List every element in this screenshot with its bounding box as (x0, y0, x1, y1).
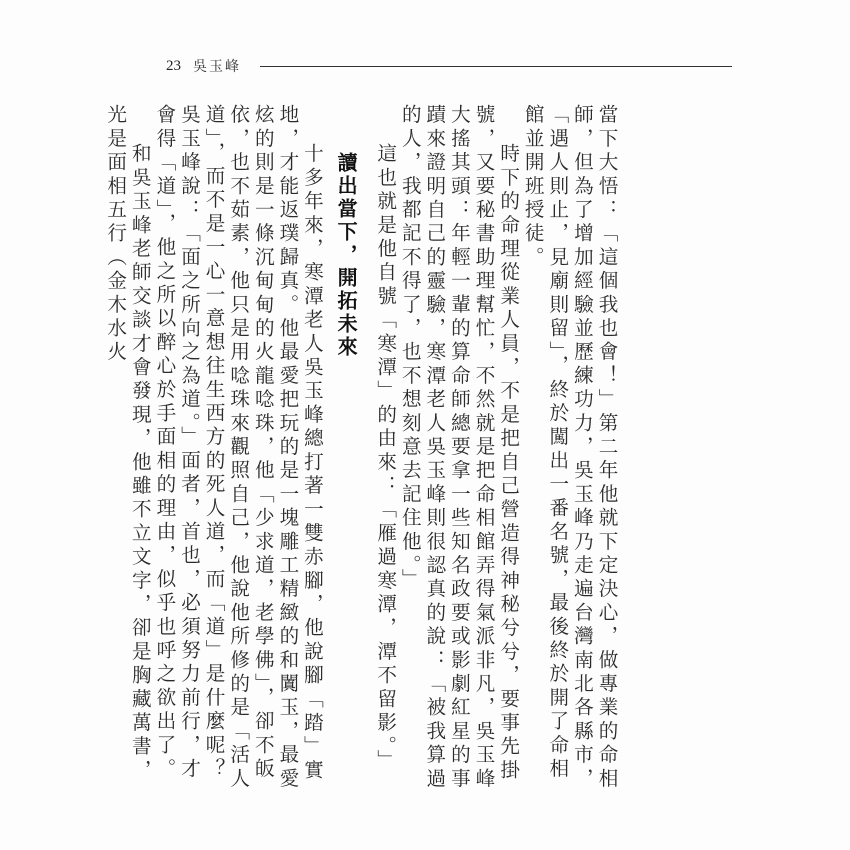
paragraph: 和吳玉峰老師交談才會發現，他雖不立文字，卻是胸藏萬書，光是面相五行（金木水火 (103, 104, 152, 784)
paragraph: 時下的命理從業人員，不是把自己營造得神秘兮兮，要事先掛號，又要秘書助理幫忙，不然就是把命相館弄得氣派非凡，吳玉峰大搖其頭：年輕一輩的算命師總要拿一些知名政要或影劇紅星的事蹟來證明自己的靈驗，寒潭老人吳玉峰則很認真的說：「被我算過的人，我都記不得了，也不想刻意去記住他。」 (398, 104, 520, 792)
header-rule (260, 66, 732, 67)
vertical-body-text (102, 104, 618, 804)
page-number: 23 (166, 57, 181, 74)
paragraph: 當下大悟：「這個我也會！」第二年他就下定決心，做專業的命相師，但為了增加經驗並歷練功力，吳玉峰乃走遍台灣南北各縣市，「遇人則止，見廟則留」，終於闖出一番名號，最後終於開了命相館並開班授徒。 (521, 104, 618, 792)
section-heading: 讀出當下，開拓未來 (334, 152, 359, 359)
running-title: 吳玉峰 (193, 59, 241, 75)
paragraph: 十多年來，寒潭老人吳玉峰總打著一雙赤腳，他說腳「踏」實地，才能返璞歸真。他最愛把玩的是一塊雕工精緻的和闐玉，最愛炫的則是一條沉甸甸的火龍唸珠，他「少求道，老學佛」，卻不皈依，也不茹素，他只是用唸珠來觀照自己，他說他所修的是「活人道」，而不是一心一意想往生西方的死人道，而「道」是什麼呢？吳玉峰說：「面之所向之為道。」面者，首也，必須努力前行，才會得「道」，他之所以醉心於手面相的理由，似乎也呼之欲出了。 (152, 104, 324, 792)
page-header (166, 54, 732, 78)
paragraph: 這也就是他自號「寒潭」的由來：「雁過寒潭，潭不留影。」 (373, 143, 397, 774)
